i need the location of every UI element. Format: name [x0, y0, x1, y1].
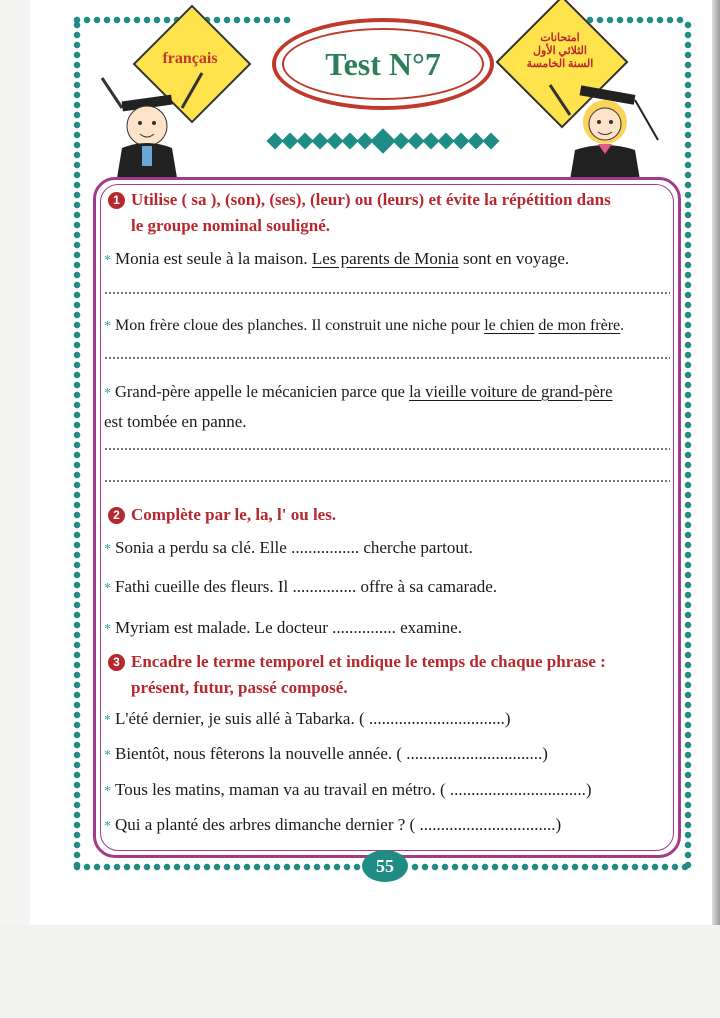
- header-diamond-row: [238, 130, 528, 152]
- answer-line-3[interactable]: [104, 448, 670, 450]
- right-sign-line-3: السنة الخامسة: [526, 58, 594, 70]
- page-number-badge: [362, 850, 408, 882]
- graduate-boy-illustration: [92, 68, 212, 178]
- exercise3-title-line2: présent, futur, passé composé.: [131, 678, 348, 697]
- left-diamond-border: [72, 20, 82, 870]
- right-sign-label: [512, 32, 608, 71]
- exercise2-number: 2: [108, 507, 125, 524]
- exercise2-title-text: Complète par le, la, l' ou les.: [131, 505, 337, 524]
- ex2-item-text: Fathi cueille des fleurs. Il ............... offre à sa camarade.: [115, 577, 498, 596]
- page-bottom-margin: [0, 925, 720, 1018]
- bullet-star: *: [104, 622, 111, 637]
- exercise3-title-line1: [108, 652, 606, 672]
- exercise3-title-text-1: Encadre le terme temporel et indique le temps de chaque phrase :: [131, 652, 606, 671]
- exercise3-item-1: [104, 709, 511, 729]
- graduate-girl-illustration: [540, 80, 670, 180]
- ex3-item-text: L'été dernier, je suis allé à Tabarka. ( ................................): [115, 709, 511, 728]
- ex2-item-text: Myriam est malade. Le docteur ............... examine.: [115, 618, 462, 637]
- exercise1-sentence-1: [104, 249, 569, 269]
- exercise3-item-3: [104, 780, 592, 800]
- bottom-right-diamond-border: [410, 862, 690, 872]
- ex3-item-text: Bientôt, nous fêterons la nouvelle année. ( ................................): [115, 744, 548, 763]
- bullet-star: *: [104, 819, 111, 834]
- bullet-star: *: [104, 542, 111, 557]
- exercise2-item-1: [104, 538, 473, 558]
- s1-after: sont en voyage.: [458, 249, 570, 268]
- right-sign-line-1: امتحانات: [540, 32, 580, 44]
- exercise3-number: 3: [108, 654, 125, 671]
- exercise3-item-4: [104, 815, 561, 835]
- bullet-star: *: [104, 319, 111, 334]
- bullet-star: *: [104, 253, 111, 268]
- right-sign-line-2: الثلاثي الأول: [533, 45, 587, 57]
- bullet-star: *: [104, 713, 111, 728]
- page-title: Test N°7: [325, 45, 441, 82]
- answer-line-2[interactable]: [104, 357, 670, 359]
- answer-line-4[interactable]: [104, 480, 670, 482]
- exercise1-title-line2: le groupe nominal souligné.: [131, 216, 330, 235]
- exercise2-title: [108, 505, 336, 525]
- exercise1-title-text-1: Utilise ( sa ), (son), (ses), (leur) ou (leurs) et évite la répétition dans: [131, 190, 611, 209]
- s2-underlined-a: le chien: [484, 317, 535, 334]
- s3-before: Grand-père appelle le mécanicien parce que: [115, 382, 410, 401]
- bullet-star: *: [104, 748, 111, 763]
- ex3-item-text: Qui a planté des arbres dimanche dernier ? ( ................................): [115, 815, 562, 834]
- exercise1-title-line1: [108, 190, 611, 210]
- top-right-diamond-border: [585, 15, 685, 25]
- page-edge-shadow: [712, 0, 720, 925]
- bullet-star: *: [104, 386, 111, 401]
- left-sign-label: français: [162, 50, 218, 67]
- ex3-item-text: Tous les matins, maman va au travail en métro. ( ................................): [115, 780, 592, 799]
- right-diamond-border: [683, 20, 693, 870]
- s2-underlined-b: de mon frère: [538, 317, 621, 334]
- s3-underlined: la vieille voiture de grand-père: [409, 382, 613, 401]
- bullet-star: *: [104, 581, 111, 596]
- bottom-left-diamond-border: [72, 862, 362, 872]
- exercise1-sentence-2: [104, 317, 624, 335]
- exercise1-sentence-3-line2: est tombée en panne.: [104, 412, 247, 431]
- s1-underlined: Les parents de Monia: [311, 249, 459, 268]
- s2-before: Mon frère cloue des planches. Il construit une niche pour: [115, 317, 485, 334]
- exercise2-item-2: [104, 577, 497, 597]
- exercise1-number: 1: [108, 192, 125, 209]
- exercise3-item-2: [104, 744, 548, 764]
- exercise1-sentence-3: [104, 382, 612, 402]
- page-number: 55: [376, 855, 394, 876]
- s1-before: Monia est seule à la maison.: [115, 249, 312, 268]
- ex2-item-text: Sonia a perdu sa clé. Elle ................ cherche partout.: [115, 538, 473, 557]
- answer-line-1[interactable]: [104, 292, 670, 294]
- s2-after: .: [620, 317, 625, 334]
- exercise2-item-3: [104, 618, 462, 638]
- test-title-oval: [272, 18, 494, 110]
- bullet-star: *: [104, 784, 111, 799]
